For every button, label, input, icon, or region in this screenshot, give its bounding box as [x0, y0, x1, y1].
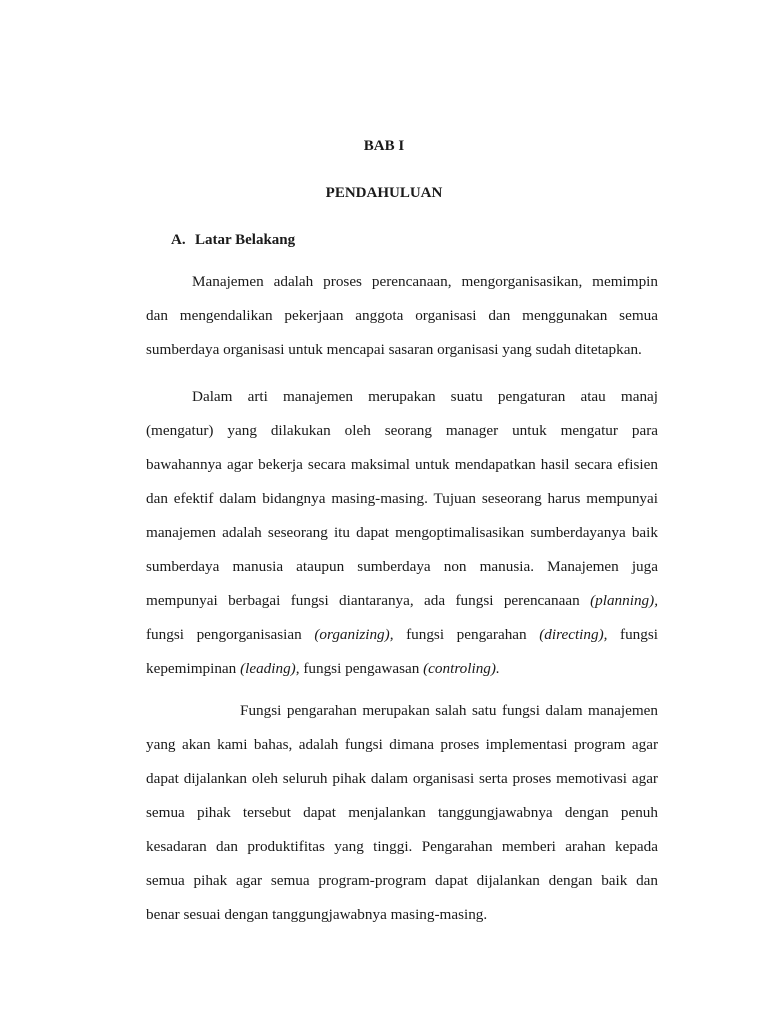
- italic-term: (directing),: [539, 626, 608, 643]
- chapter-number: BAB I: [363, 138, 405, 154]
- text-run: kepemimpinan: [146, 660, 237, 677]
- text-run: fungsi pengarahan: [406, 626, 527, 643]
- paragraph-line: [146, 652, 658, 686]
- paragraph-line: [146, 584, 658, 618]
- text-run: fungsi: [620, 626, 658, 643]
- text-run: , fungsi pengawasan: [295, 660, 420, 677]
- section-heading: [171, 230, 295, 250]
- chapter-title: PENDAHULUAN: [325, 185, 443, 201]
- paragraph-line: semua pihak tersebut dapat menjalankan tanggungjawabnya dengan penuh: [146, 804, 658, 821]
- paragraph-line: Fungsi pengarahan merupakan salah satu fungsi dalam manajemen: [240, 702, 658, 719]
- paragraph-line: Manajemen adalah proses perencanaan, mengorganisasikan, memimpin: [192, 273, 658, 290]
- paragraph-line: (mengatur) yang dilakukan oleh seorang manager untuk mengatur para: [146, 422, 658, 439]
- paragraph-line: sumberdaya organisasi untuk mencapai sasaran organisasi yang sudah ditetapkan.: [146, 341, 642, 358]
- paragraph-line: manajemen adalah seseorang itu dapat mengoptimalisasikan sumberdayanya baik: [146, 524, 658, 541]
- text-run: mempunyai berbagai fungsi diantaranya, ada fungsi perencanaan: [146, 592, 580, 609]
- italic-term: (organizing),: [314, 626, 394, 643]
- italic-term: (planning),: [590, 592, 659, 609]
- paragraph-line: [146, 618, 658, 652]
- section-title: Latar Belakang: [195, 232, 296, 248]
- paragraph-line: semua pihak agar semua program-program dapat dijalankan dengan baik dan: [146, 872, 658, 889]
- paragraph-line: dan mengendalikan pekerjaan anggota organisasi dan menggunakan semua: [146, 307, 658, 324]
- paragraph-3: [146, 694, 658, 932]
- paragraph-line: dan efektif dalam bidangnya masing-masing. Tujuan seseorang harus mempunyai: [146, 490, 658, 507]
- paragraph-line: yang akan kami bahas, adalah fungsi dimana proses implementasi program agar: [146, 736, 658, 753]
- italic-term: (leading): [240, 660, 296, 677]
- paragraph-1: [146, 265, 658, 367]
- text-run: fungsi pengorganisasian: [146, 626, 302, 643]
- paragraph-line: kesadaran dan produktifitas yang tinggi. Pengarahan memberi arahan kepada: [146, 838, 658, 855]
- paragraph-line: sumberdaya manusia ataupun sumberdaya non manusia. Manajemen juga: [146, 558, 658, 575]
- paragraph-line: dapat dijalankan oleh seluruh pihak dalam organisasi serta proses memotivasi agar: [146, 770, 658, 787]
- paragraph-line: benar sesuai dengan tanggungjawabnya masing-masing.: [146, 906, 488, 923]
- paragraph-line: Dalam arti manajemen merupakan suatu pengaturan atau manaj: [192, 388, 658, 405]
- section-number: A.: [171, 232, 186, 248]
- paragraph-2: [146, 380, 658, 686]
- paragraph-line: bawahannya agar bekerja secara maksimal untuk mendapatkan hasil secara efisien: [146, 456, 658, 473]
- italic-term: (controling).: [423, 660, 500, 677]
